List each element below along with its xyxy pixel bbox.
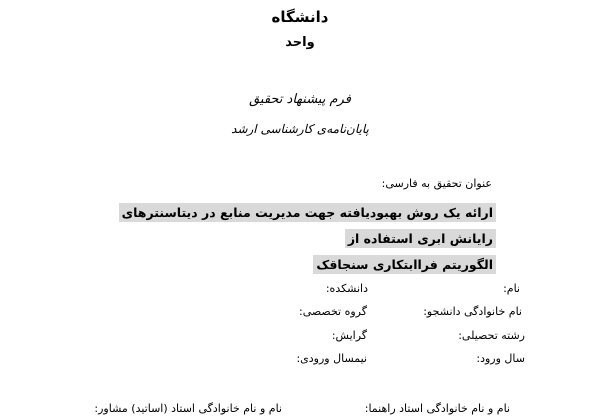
university-name: دانشگاه [271,8,329,26]
specialty-group-label: گروه تخصصی: [299,305,367,318]
student-name-label: نام: [503,282,520,295]
research-title-line-2: الگوریتم فراابتکاری سنجاقک [313,255,496,274]
unit-name: واحد [285,35,315,50]
student-family-name-label: نام خانوادگی دانشجو: [423,305,522,318]
thesis-type: پایان‌نامه‌ی کارشناسی ارشد [231,122,369,136]
orientation-label: گرایش: [331,329,367,342]
research-title [76,200,496,278]
entry-year-label: سال ورود: [476,352,525,365]
form-title: فرم پیشنهاد تحقیق [249,92,351,107]
advisor-label: نام و نام خانوادگی استاد (اساتید) مشاور: [94,402,282,415]
major-label: رشته تحصیلی: [458,329,525,342]
supervisor-label: نام و نام خانوادگی استاد راهنما: [364,402,510,415]
entry-semester-label: نیمسال ورودی: [296,352,367,365]
faculty-label: دانشکده: [325,282,368,295]
research-title-line-1: ارائه یک روش بهبودیافته جهت مدیریت منابع در دیتاسنترهای رایانش ابری استفاده از [119,203,496,248]
research-title-label: عنوان تحقیق به فارسی: [381,177,492,190]
